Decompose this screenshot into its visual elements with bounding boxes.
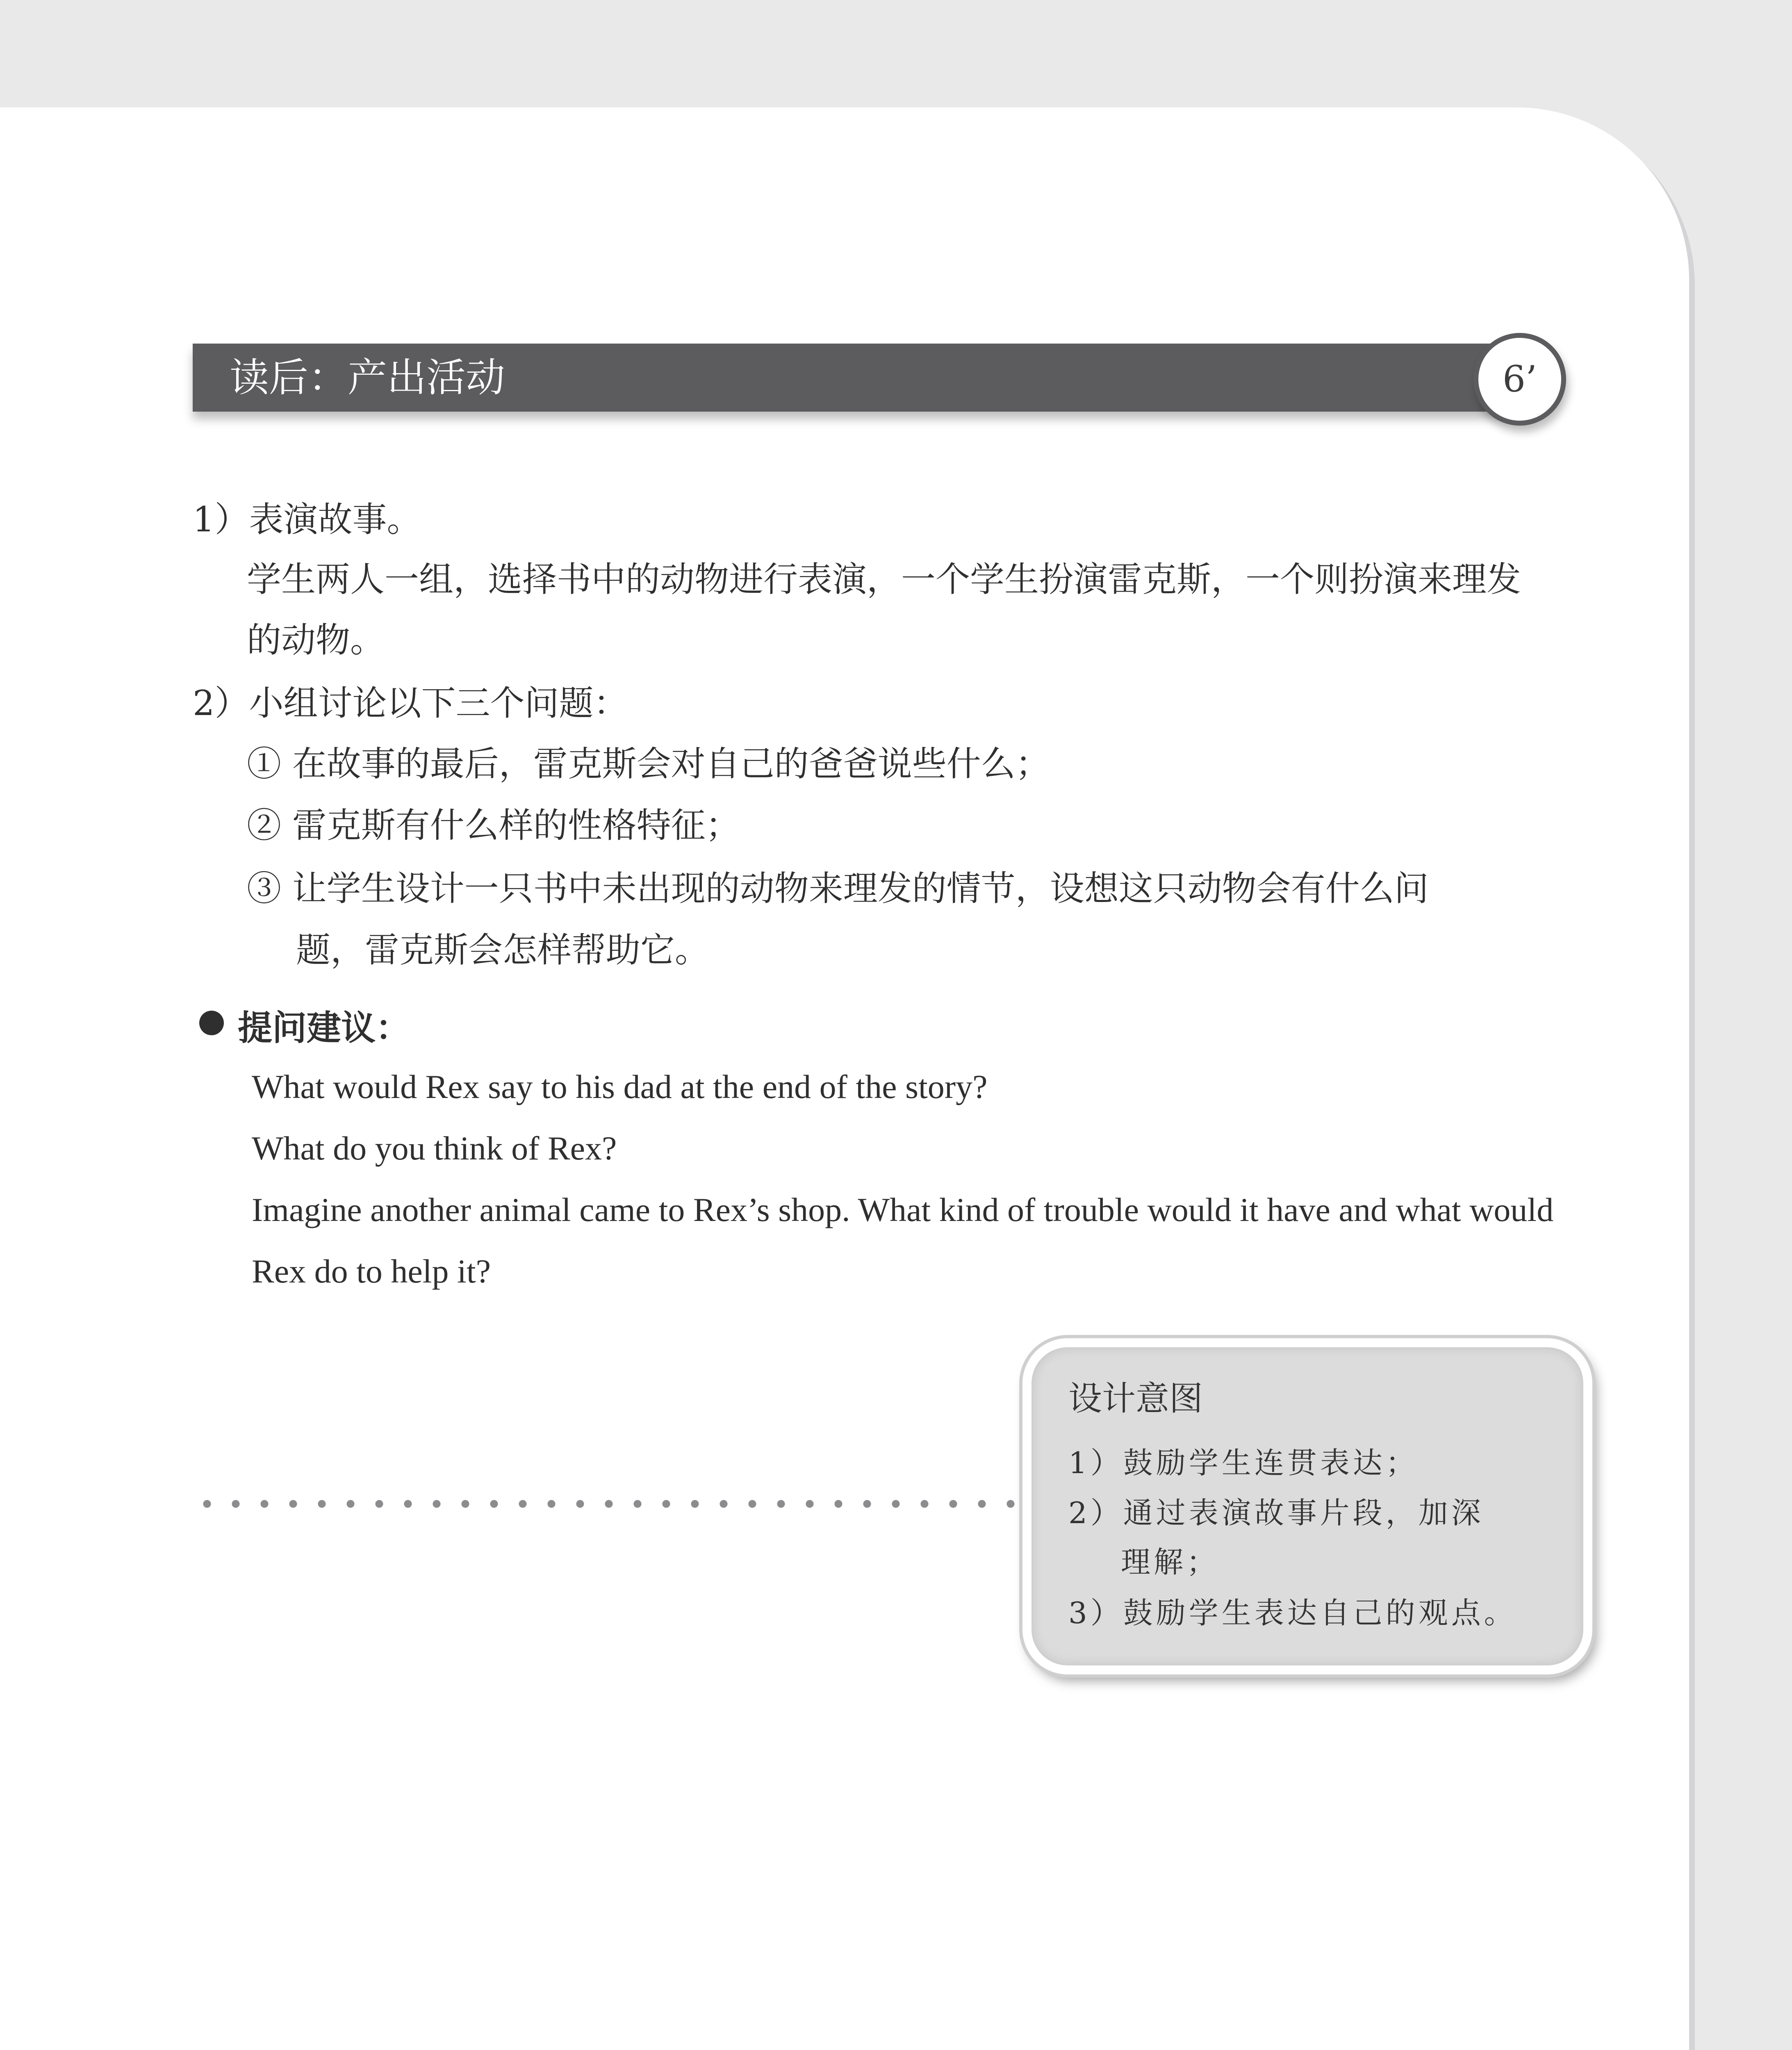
design-intent-line: 3）鼓励学生表达自己的观点。 (1068, 1596, 1517, 1630)
activity1-desc-line1: 学生两人一组，选择书中的动物进行表演，一个学生扮演雷克斯，一个则扮演来理发 (247, 559, 1521, 599)
section-title: 读后：产出活动 (230, 355, 505, 401)
question-2: ② 雷克斯有什么样的性格特征； (247, 805, 740, 845)
suggestion-item: Imagine another animal came to Rex’s shop. What kind of trouble would it have and what would (252, 1191, 1554, 1228)
bullet-icon (199, 1011, 224, 1035)
suggestion-item: Rex do to help it? (252, 1253, 491, 1290)
question-3-line1: ③ 让学生设计一只书中未出现的动物来理发的情节，设想这只动物会有什么问 (247, 868, 1429, 909)
question-3-line2: 题，雷克斯会怎样帮助它。 (296, 930, 710, 970)
design-intent-line: 理解； (1121, 1545, 1220, 1579)
question-1: ① 在故事的最后，雷克斯会对自己的爸爸说些什么； (247, 744, 1050, 784)
dotted-divider (193, 1499, 1021, 1509)
activity2-label: 2）小组讨论以下三个问题： (193, 683, 628, 723)
design-intent-title: 设计意图 (1068, 1379, 1203, 1418)
activity1-label: 1）表演故事。 (193, 499, 421, 540)
section-header-bar (193, 344, 1529, 412)
design-intent-line: 2）通过表演故事片段，加深 (1068, 1496, 1484, 1530)
design-intent-box (1022, 1338, 1592, 1674)
suggestions-heading: 提问建议： (238, 1008, 410, 1048)
time-badge: 6’ (1473, 333, 1566, 426)
activity1-desc-line2: 的动物。 (247, 620, 385, 660)
design-intent-line: 1）鼓励学生连贯表达； (1068, 1446, 1419, 1480)
suggestion-item: What do you think of Rex? (252, 1130, 617, 1167)
suggestion-item: What would Rex say to his dad at the end of the story? (252, 1068, 988, 1105)
